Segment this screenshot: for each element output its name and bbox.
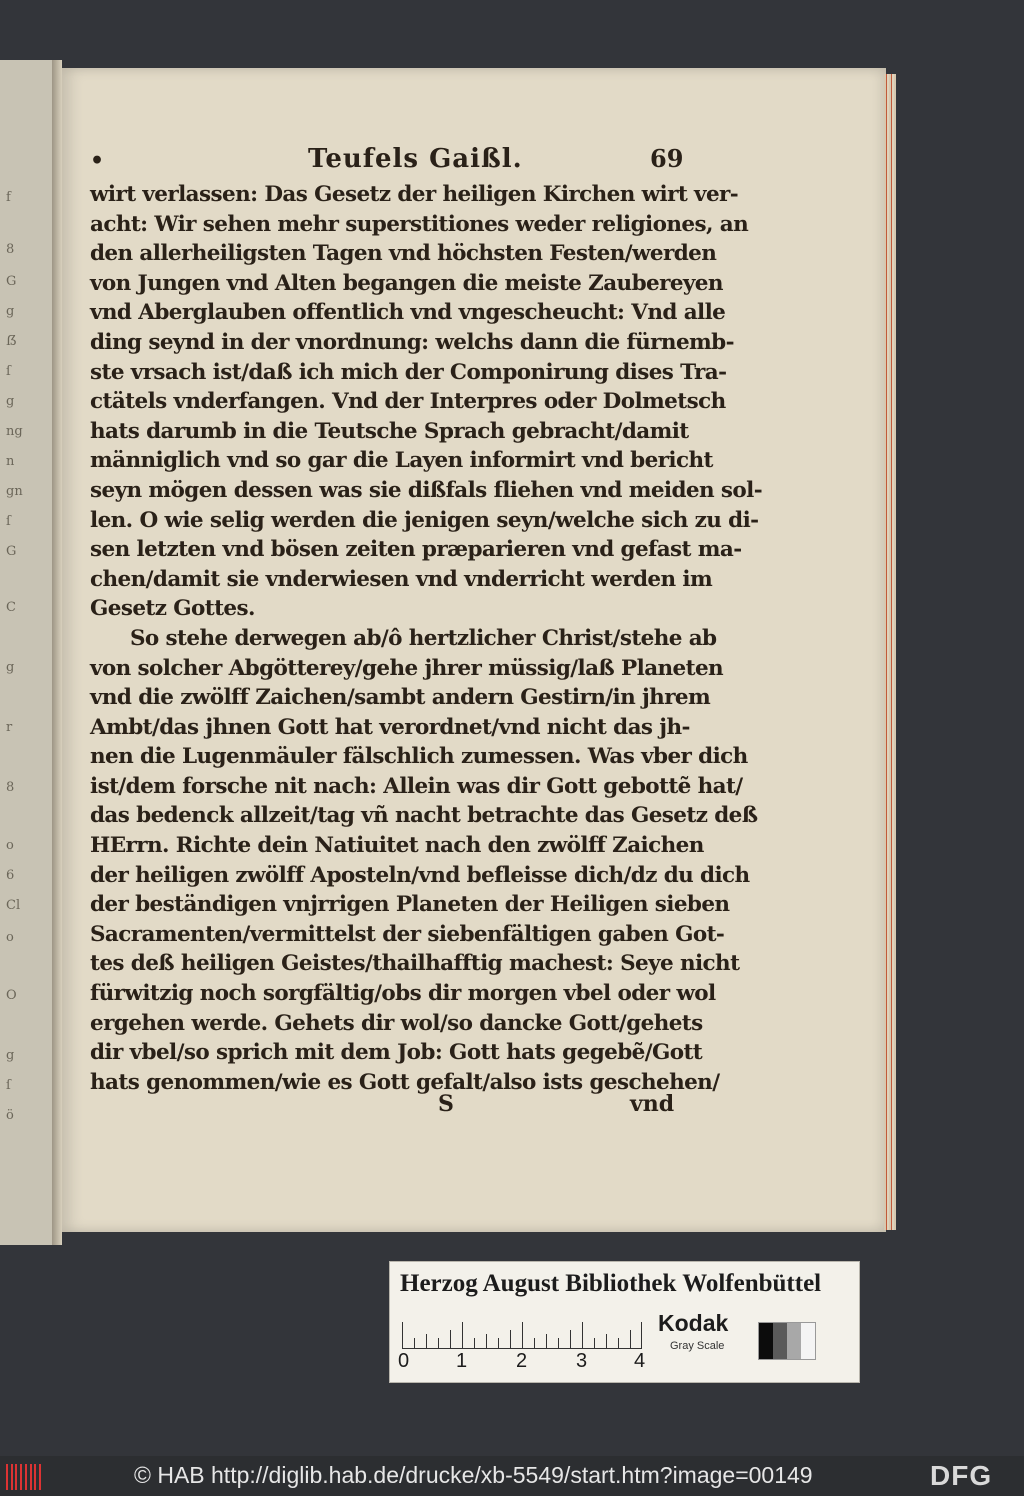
signature-mark: S: [438, 1091, 454, 1117]
ruler-tick: [558, 1338, 559, 1348]
text-line: der heiligen zwölff Aposteln/vnd befleisse dich/dz du dich: [90, 862, 750, 888]
left-edge-glyph: Cl: [6, 898, 21, 913]
ruler-tick: [606, 1334, 607, 1348]
left-edge-glyph: 8: [6, 780, 15, 795]
ruler-tick: [498, 1338, 499, 1348]
left-edge-glyph: ſ: [6, 1078, 11, 1093]
left-edge-glyph: g: [6, 304, 15, 319]
left-edge-glyph: r: [6, 720, 13, 735]
left-edge-glyph: G: [6, 274, 17, 289]
ruler-number: 4: [634, 1350, 646, 1372]
text-line: ste vrsach ist/daß ich mich der Componirung dises Tra-: [90, 359, 727, 385]
text-line: der beständigen vnjrrigen Planeten der Heiligen sieben: [90, 892, 730, 918]
ruler-tick: [618, 1338, 619, 1348]
text-line: den allerheiligsten Tagen vnd höchsten Festen/werden: [90, 241, 717, 267]
ruler-tick: [510, 1330, 511, 1348]
book-gutter: [52, 60, 62, 1245]
ruler-tick: [462, 1322, 463, 1348]
left-edge-glyph: f: [6, 190, 11, 205]
footer-bar: [0, 1456, 1024, 1496]
text-line: Gesetz Gottes.: [90, 596, 255, 622]
swatch-black: [759, 1323, 773, 1359]
text-line: ctätels vnderfangen. Vnd der Interpres oder Dolmetsch: [90, 389, 726, 415]
color-reference-card: [389, 1261, 860, 1383]
catchword-line: [90, 1091, 690, 1123]
kodak-logo: Kodak: [658, 1310, 729, 1336]
ruler-number: 0: [398, 1350, 410, 1372]
swatch-white: [801, 1323, 815, 1359]
text-line: hats genommen/wie es Gott gefalt/also ists geschehen/: [90, 1069, 720, 1095]
ruler-tick: [570, 1330, 571, 1348]
left-edge-glyph: ẞ: [6, 334, 17, 349]
swatch-dark-gray: [773, 1323, 787, 1359]
ruler-tick: [426, 1334, 427, 1348]
left-edge-glyph: ö: [6, 1108, 14, 1123]
left-edge-glyph: ng: [6, 424, 23, 439]
left-edge-glyph: g: [6, 394, 15, 409]
text-line: Sacramenten/vermittelst der siebenfältigen gaben Got-: [90, 921, 725, 947]
text-line: fürwitzig noch sorgfältig/obs dir morgen vbel oder wol: [90, 981, 716, 1007]
hab-barcode-icon: [6, 1464, 46, 1490]
left-edge-glyph: g: [6, 660, 15, 675]
left-edge-glyph: ſ: [6, 364, 11, 379]
scale-ruler: [402, 1308, 642, 1349]
text-line: von solcher Abgötterey/gehe jhrer müssig/laß Planeten: [90, 655, 724, 681]
left-edge-glyph: 6: [6, 868, 15, 883]
text-line: seyn mögen dessen was sie dißfals fliehen vnd meiden sol-: [90, 477, 763, 503]
left-edge-glyph: o: [6, 838, 14, 853]
gray-scale-label: Gray Scale: [670, 1340, 725, 1352]
running-title: Teufels Gaißl.: [308, 144, 523, 174]
text-line: ding seynd in der vnordnung: welchs dann die fürnemb-: [90, 329, 734, 355]
copyright-url[interactable]: © HAB http://diglib.hab.de/drucke/xb-5549/start.htm?image=00149: [134, 1462, 813, 1488]
ruler-tick: [402, 1322, 403, 1348]
text-line: ist/dem forsche nit nach: Allein was dir Gott gebottẽ hat/: [90, 773, 743, 799]
dfg-logo: DFG: [930, 1460, 993, 1491]
left-edge-glyph: g: [6, 1048, 15, 1063]
ruler-tick: [641, 1322, 642, 1348]
ruler-tick: [414, 1338, 415, 1348]
left-edge-glyph: n: [6, 454, 15, 469]
body-text: [90, 180, 763, 1097]
gray-swatches: [758, 1322, 816, 1360]
ruler-tick: [474, 1338, 475, 1348]
left-edge-glyph: 8: [6, 242, 15, 257]
left-edge-glyph: gn: [6, 484, 23, 499]
ruler-tick: [546, 1334, 547, 1348]
ruler-tick: [630, 1330, 631, 1348]
text-line: vnd die zwölff Zaichen/sambt andern Gestirn/in jhrem: [90, 685, 711, 711]
text-line: chen/damit sie vnderwiesen vnd vnderricht werden im: [90, 566, 713, 592]
text-line: sen letzten vnd bösen zeiten præparieren vnd gefast ma-: [90, 537, 742, 563]
head-ornament: •: [90, 148, 105, 174]
text-line: wirt verlassen: Das Gesetz der heiligen Kirchen wirt ver-: [90, 182, 739, 207]
left-page-edge: [0, 60, 54, 1245]
library-name: Herzog August Bibliothek Wolfenbüttel: [400, 1270, 822, 1297]
text-line: len. O wie selig werden die jenigen seyn/welche sich zu di-: [90, 507, 759, 533]
left-edge-glyph: C: [6, 600, 16, 615]
left-edge-glyph: ſ: [6, 514, 11, 529]
swatch-light-gray: [787, 1323, 801, 1359]
text-line: dir vbel/so sprich mit dem Job: Gott hats gegebẽ/Gott: [90, 1040, 703, 1066]
text-line: das bedenck allzeit/tag vñ nacht betrachte das Gesetz deß: [90, 803, 758, 829]
ruler-tick: [582, 1322, 583, 1348]
left-edge-glyph: G: [6, 544, 17, 559]
page-edges-red: [884, 74, 896, 1230]
ruler-tick: [594, 1338, 595, 1348]
text-line: nen die Lugenmäuler fälschlich zumessen. Was vber dich: [90, 744, 748, 770]
catchword: vnd: [630, 1091, 675, 1117]
text-line: von Jungen vnd Alten begangen die meiste Zaubereyen: [90, 270, 723, 296]
text-line: männiglich vnd so gar die Layen informirt vnd bericht: [90, 448, 713, 474]
ruler-tick: [450, 1330, 451, 1348]
text-line: Ambt/das jhnen Gott hat verordnet/vnd nicht das jh-: [90, 714, 690, 740]
page-number: 69: [650, 144, 684, 173]
left-edge-glyph: O: [6, 988, 17, 1003]
ruler-number: 2: [516, 1350, 528, 1372]
text-line: hats darumb in die Teutsche Sprach gebracht/damit: [90, 418, 689, 444]
ruler-tick: [486, 1334, 487, 1348]
text-line: tes deß heiligen Geistes/thailhafftig machest: Seye nicht: [90, 951, 740, 977]
ruler-number: 3: [576, 1350, 588, 1372]
text-line: ergehen werde. Gehets dir wol/so dancke Gott/gehets: [90, 1010, 703, 1036]
left-edge-glyph: o: [6, 930, 14, 945]
text-line: HErrn. Richte dein Natiuitet nach den zwölff Zaichen: [90, 833, 704, 859]
text-line: acht: Wir sehen mehr superstitiones weder religiones, an: [90, 211, 749, 237]
running-head: [90, 140, 690, 180]
text-line: vnd Aberglauben offentlich vnd vngescheucht: Vnd alle: [90, 300, 726, 326]
ruler-number: 1: [456, 1350, 468, 1372]
ruler-tick: [438, 1338, 439, 1348]
ruler-tick: [534, 1338, 535, 1348]
ruler-tick: [522, 1322, 523, 1348]
ruler-numbers: [398, 1350, 658, 1374]
text-line: So stehe derwegen ab/ô hertzlicher Christ/stehe ab: [130, 625, 717, 651]
